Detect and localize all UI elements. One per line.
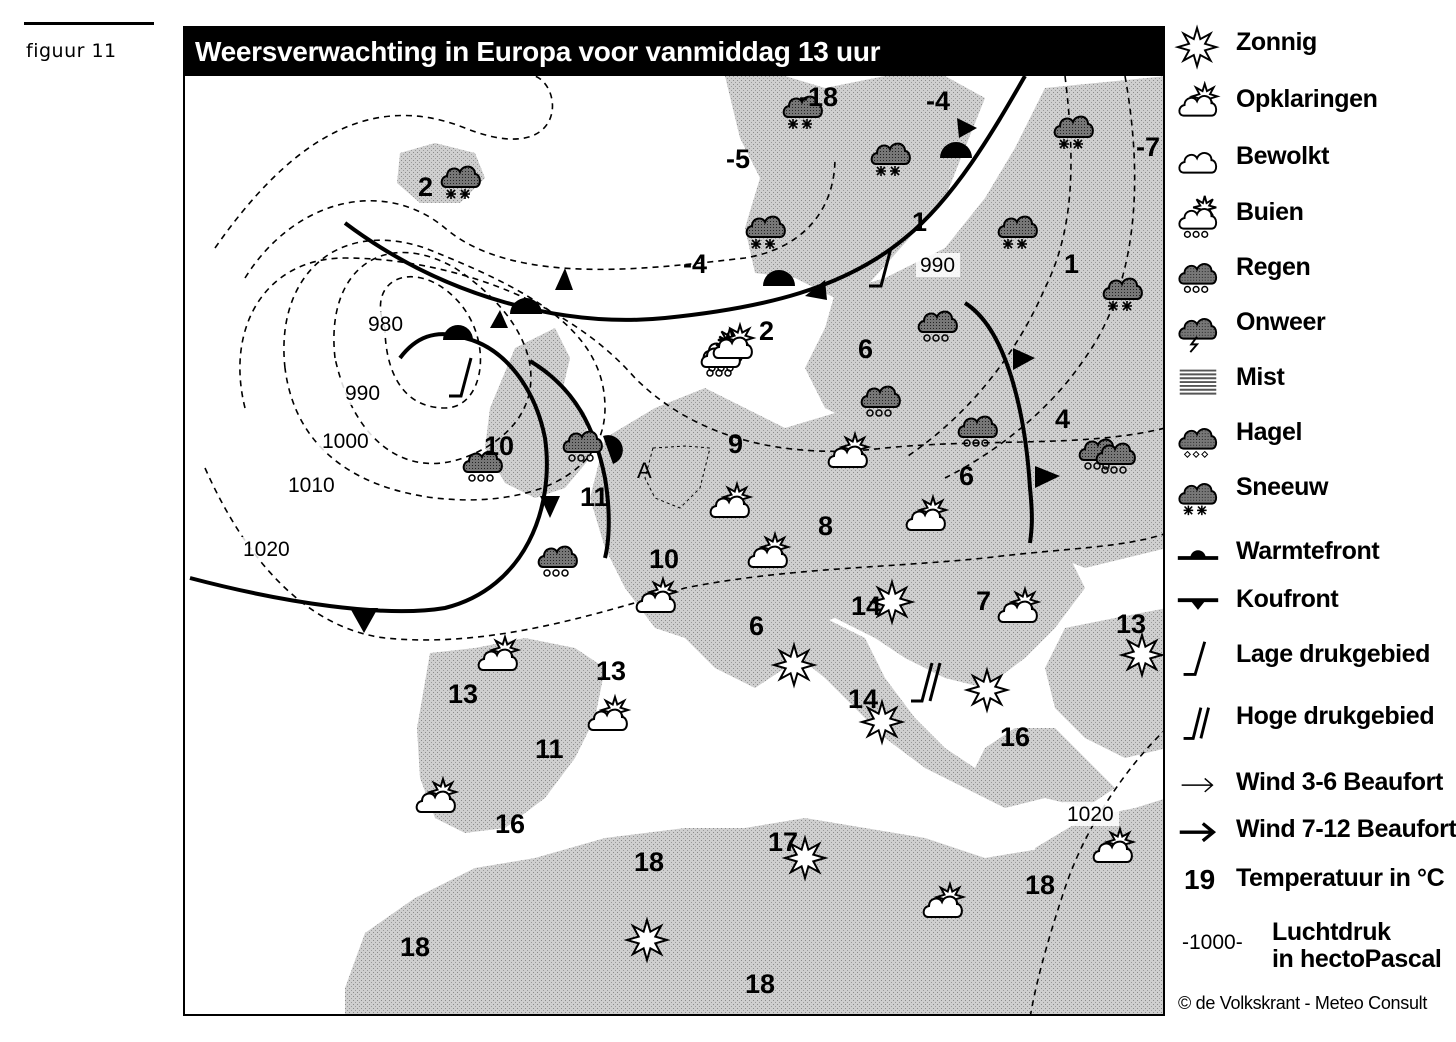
temperature-label: 4 bbox=[1055, 404, 1071, 434]
legend-item-label: Wind 7-12 Beaufort bbox=[1236, 815, 1456, 843]
sun-icon bbox=[774, 645, 814, 685]
mist-icon bbox=[1172, 359, 1224, 399]
legend-item-partly-sunny bbox=[1172, 81, 1456, 125]
legend-pressure bbox=[1172, 919, 1456, 979]
map-canvas bbox=[185, 28, 1165, 1016]
temperature-label: 6 bbox=[959, 461, 975, 491]
legend-temperature-label: Temperatuur in °C bbox=[1236, 864, 1445, 892]
legend-item-sun bbox=[1172, 24, 1456, 68]
high-pressure-icon bbox=[1172, 698, 1224, 738]
temperature-label: 17 bbox=[768, 827, 799, 857]
temperature-label: -4 bbox=[926, 86, 951, 116]
legend-item-snow bbox=[1172, 469, 1456, 513]
temperature-label: 8 bbox=[818, 511, 834, 541]
temperature-label: 1 bbox=[1064, 249, 1080, 279]
legend-item-label: Bewolkt bbox=[1236, 142, 1330, 170]
legend-item-shower bbox=[1172, 194, 1456, 238]
isobar-line bbox=[245, 158, 835, 278]
isobar-label: 1020 bbox=[243, 538, 290, 561]
cloud-icon bbox=[1172, 138, 1224, 178]
legend-item-label: Wind 3-6 Beaufort bbox=[1236, 768, 1443, 796]
temperature-label: 10 bbox=[484, 431, 515, 461]
sun-icon bbox=[967, 670, 1007, 710]
shower-icon bbox=[1172, 194, 1224, 234]
thick-arrow-icon bbox=[1172, 811, 1224, 851]
snow-icon bbox=[1172, 469, 1224, 509]
sun-icon bbox=[1122, 635, 1162, 675]
temperature-label: 13 bbox=[596, 656, 627, 686]
temperature-label: 2 bbox=[759, 316, 775, 346]
cold-front-icon bbox=[1172, 581, 1224, 621]
legend-item-thick-arrow bbox=[1172, 811, 1456, 855]
isobar-label: 1000 bbox=[322, 430, 369, 453]
legend-item-cold-front bbox=[1172, 581, 1456, 625]
temperature-label: -5 bbox=[726, 144, 751, 174]
landmass-turkey bbox=[1045, 608, 1165, 758]
low-pressure-symbol bbox=[449, 358, 471, 396]
temperature-label: 9 bbox=[728, 429, 744, 459]
legend-item-label: Koufront bbox=[1236, 585, 1339, 613]
warm-front-semicircle bbox=[443, 325, 473, 340]
isobar-line bbox=[380, 277, 480, 408]
temperature-label: 7 bbox=[976, 586, 992, 616]
credit: © de Volkskrant - Meteo Consult bbox=[1178, 993, 1428, 1013]
legend-item-high-pressure bbox=[1172, 698, 1456, 742]
legend-item-label: Sneeuw bbox=[1236, 473, 1329, 501]
temperature-label: 18 bbox=[1025, 870, 1056, 900]
temperature-label: 6 bbox=[749, 611, 765, 641]
isobar-label: 1020 bbox=[1067, 803, 1114, 826]
legend-temperature-sample: 19 bbox=[1184, 864, 1216, 895]
temperature-label: -7 bbox=[1136, 132, 1161, 162]
figure-label-rule bbox=[24, 22, 154, 25]
temperature-label: 18 bbox=[745, 969, 776, 999]
legend-item-label: Hagel bbox=[1236, 418, 1303, 446]
isobar-label: 980 bbox=[368, 313, 404, 336]
temperature-label: 18 bbox=[634, 847, 665, 877]
isobar-line bbox=[215, 76, 552, 248]
sun-icon bbox=[1172, 24, 1224, 64]
legend-item-warm-front bbox=[1172, 533, 1456, 577]
legend-pressure-label-2: in hectoPascal bbox=[1272, 945, 1442, 973]
warm-front-semicircle bbox=[510, 298, 542, 314]
thin-arrow-icon bbox=[1172, 764, 1224, 804]
legend-item-thunderstorm bbox=[1172, 304, 1456, 348]
figure-label: figuur 11 bbox=[26, 40, 117, 62]
partly-sunny-icon bbox=[1172, 81, 1224, 121]
legend bbox=[1172, 24, 1456, 1004]
temperature-label: -18 bbox=[799, 82, 839, 112]
temperature-label: 10 bbox=[649, 544, 680, 574]
legend-pressure-label-1: Luchtdruk bbox=[1272, 918, 1391, 946]
isobar-label: 990 bbox=[345, 382, 381, 405]
isobar-label: 1010 bbox=[288, 474, 335, 497]
legend-item-label: Opklaringen bbox=[1236, 85, 1378, 113]
temperature-label: 16 bbox=[1000, 722, 1031, 752]
legend-item-label: Zonnig bbox=[1236, 28, 1317, 56]
location-marker-a: A bbox=[637, 458, 652, 483]
legend-item-label: Regen bbox=[1236, 253, 1311, 281]
legend-item-low-pressure bbox=[1172, 636, 1456, 680]
warm-front-icon bbox=[1172, 533, 1224, 573]
partly-sunny-icon bbox=[714, 325, 753, 358]
temperature-label: 2 bbox=[418, 172, 434, 202]
temperature-label: 13 bbox=[1116, 609, 1147, 639]
temperature-label: 11 bbox=[535, 734, 564, 764]
legend-item-hail bbox=[1172, 414, 1456, 458]
temperature-label: 6 bbox=[858, 334, 874, 364]
legend-item-label: Warmtefront bbox=[1236, 537, 1380, 565]
legend-item-label: Hoge drukgebied bbox=[1236, 702, 1435, 730]
legend-item-label: Mist bbox=[1236, 363, 1285, 391]
landmass-middle-east bbox=[1035, 798, 1165, 1016]
cold-front-triangle bbox=[555, 268, 573, 290]
rain-icon bbox=[539, 547, 577, 576]
temperature-label: 18 bbox=[400, 932, 431, 962]
temperature-label: 14 bbox=[851, 591, 882, 621]
rain-icon bbox=[1172, 249, 1224, 289]
legend-item-label: Onweer bbox=[1236, 308, 1326, 336]
legend-item-cloud bbox=[1172, 138, 1456, 182]
temperature-label: 16 bbox=[495, 809, 526, 839]
legend-item-rain bbox=[1172, 249, 1456, 293]
cold-front-triangle bbox=[350, 608, 378, 633]
weather-map bbox=[183, 26, 1165, 1016]
thunderstorm-icon bbox=[1172, 304, 1224, 344]
legend-pressure-sample: -1000- bbox=[1182, 931, 1243, 954]
isobar-label: 990 bbox=[920, 254, 956, 277]
temperature-label: 1 bbox=[912, 207, 928, 237]
hail-icon bbox=[1172, 414, 1224, 454]
low-pressure-icon bbox=[1172, 636, 1224, 676]
temperature-label: -4 bbox=[683, 249, 708, 279]
legend-temperature bbox=[1172, 864, 1456, 904]
legend-item-mist bbox=[1172, 359, 1456, 403]
sun-icon bbox=[627, 920, 667, 960]
map-title: Weersverwachting in Europa voor vanmiddag 13 uur bbox=[185, 28, 1163, 76]
temperature-label: 13 bbox=[448, 679, 479, 709]
temperature-label: 14 bbox=[848, 684, 879, 714]
legend-item-label: Buien bbox=[1236, 198, 1304, 226]
temperature-label: 11 bbox=[580, 482, 609, 512]
snow-icon bbox=[442, 167, 480, 199]
legend-item-thin-arrow bbox=[1172, 764, 1456, 808]
legend-item-label: Lage drukgebied bbox=[1236, 640, 1431, 668]
